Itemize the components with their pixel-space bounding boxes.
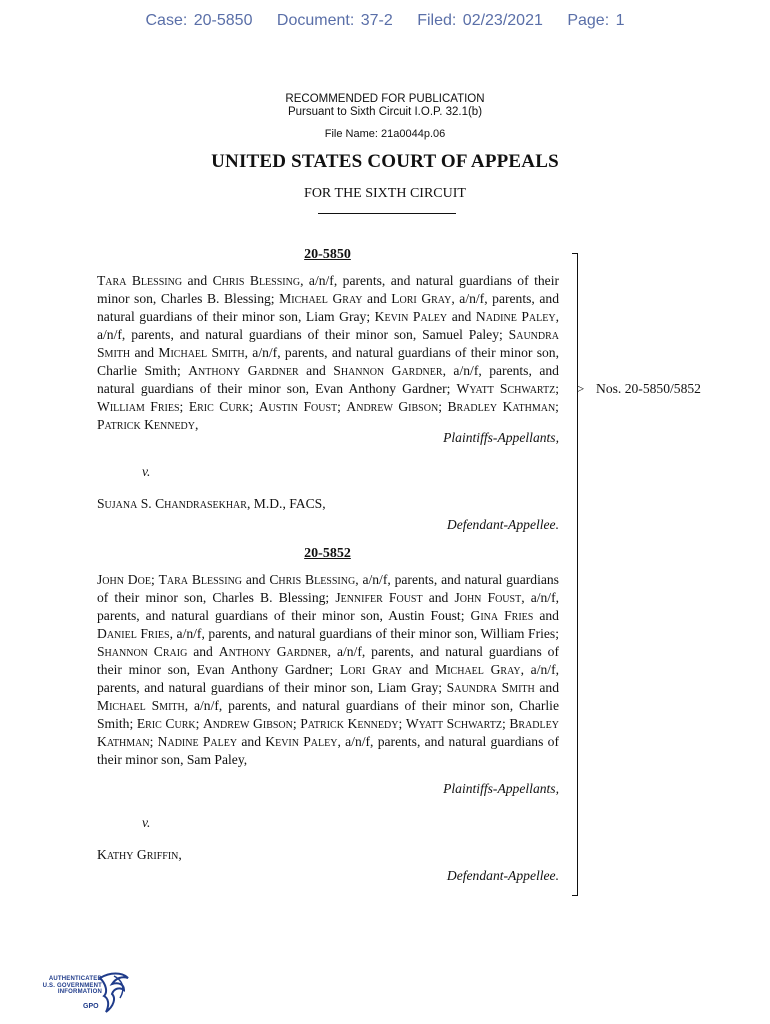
publication-line2: Pursuant to Sixth Circuit I.O.P. 32.1(b) bbox=[287, 106, 483, 118]
title-divider bbox=[318, 213, 456, 214]
consolidated-case-numbers: Nos. 20-5850/5852 bbox=[596, 381, 701, 396]
case2-plaintiffs: John Doe; Tara Blessing and Chris Blessing, a/n/f, parents, and natural guardians of their minor son, Charles B. Blessing; Jennifer Foust and John Foust, a/n/f, parents, and natural guardians of their minor son, Austin Foust; Gina Fries and Daniel Fries, a/n/f, parents, and natural guardians of their minor son, William Fries; Shannon Craig and Anthony Gardner, a/n/f, parents, and natural guardians of their minor son, Evan Anthony Gardner; Lori Gray and Michael Gray, a/n/f, parents, and natural guardians of their minor son, Liam Gray; Saundra Smith and Michael Smith, a/n/f, parents, and natural guardians of their minor son, Charlie Smith; Eric Curk; Andrew Gibson; Patrick Kennedy; Wyatt Schwartz; Bradley Kathman; Nadine Paley and Kevin Paley, a/n/f, parents, and natural guardians of their minor son, Sam Paley, bbox=[97, 572, 559, 767]
bracket-point-icon: > bbox=[577, 381, 585, 396]
gpo-eagle-icon bbox=[96, 970, 132, 1016]
case2-plaintiffs-role: Plaintiffs-Appellants, bbox=[443, 781, 559, 796]
case-bracket bbox=[572, 253, 578, 896]
case1-plaintiffs-role: Plaintiffs-Appellants, bbox=[443, 430, 559, 445]
gpo-mark: GPO bbox=[83, 1003, 99, 1010]
header-document: Document: 37-2 bbox=[276, 12, 393, 29]
file-name: File Name: 21a0044p.06 bbox=[324, 128, 446, 140]
case1-plaintiffs: Tara Blessing and Chris Blessing, a/n/f, parents, and natural guardians of their minor son, Charles B. Blessing; Michael Gray and Lori Gray, a/n/f, parents, and natural guardians of their minor son, Liam Gray; Kevin Paley and Nadine Paley, a/n/f, parents, and natural guardians of their minor son, Samuel Paley; Saundra Smith and Michael Smith, a/n/f, parents, and natural guardians of their minor son, Charlie Smith; Anthony Gardner and Shannon Gardner, a/n/f, parents, and natural guardians of their minor son, Evan Anthony Gardner; Wyatt Schwartz; William Fries; Eric Curk; Austin Foust; Andrew Gibson; Bradley Kathman; Patrick Kennedy, bbox=[97, 273, 560, 432]
case2-versus: v. bbox=[142, 815, 151, 830]
publication-note bbox=[0, 93, 770, 119]
case1-versus: v. bbox=[142, 464, 151, 479]
case2-defendant: Kathy Griffin, bbox=[97, 847, 182, 862]
header-page: Page: 1 bbox=[567, 12, 625, 29]
gpo-authentication-text: AUTHENTICATED U.S. GOVERNMENT INFORMATION bbox=[42, 976, 102, 995]
case-number-20-5852: 20-5852 bbox=[304, 546, 351, 561]
court-circuit: FOR THE SIXTH CIRCUIT bbox=[304, 186, 466, 201]
publication-line1: RECOMMENDED FOR PUBLICATION bbox=[285, 93, 485, 105]
header-filed: Filed: 02/23/2021 bbox=[417, 12, 543, 29]
case1-defendant: Sujana S. Chandrasekhar, M.D., FACS, bbox=[97, 496, 326, 511]
case-header bbox=[0, 12, 770, 30]
case1-defendant-role: Defendant-Appellee. bbox=[446, 517, 559, 532]
case-number-20-5850: 20-5850 bbox=[304, 247, 351, 262]
case2-defendant-role: Defendant-Appellee. bbox=[446, 868, 559, 883]
court-name: UNITED STATES COURT OF APPEALS bbox=[211, 151, 559, 172]
header-case: Case: 20-5850 bbox=[145, 12, 253, 29]
